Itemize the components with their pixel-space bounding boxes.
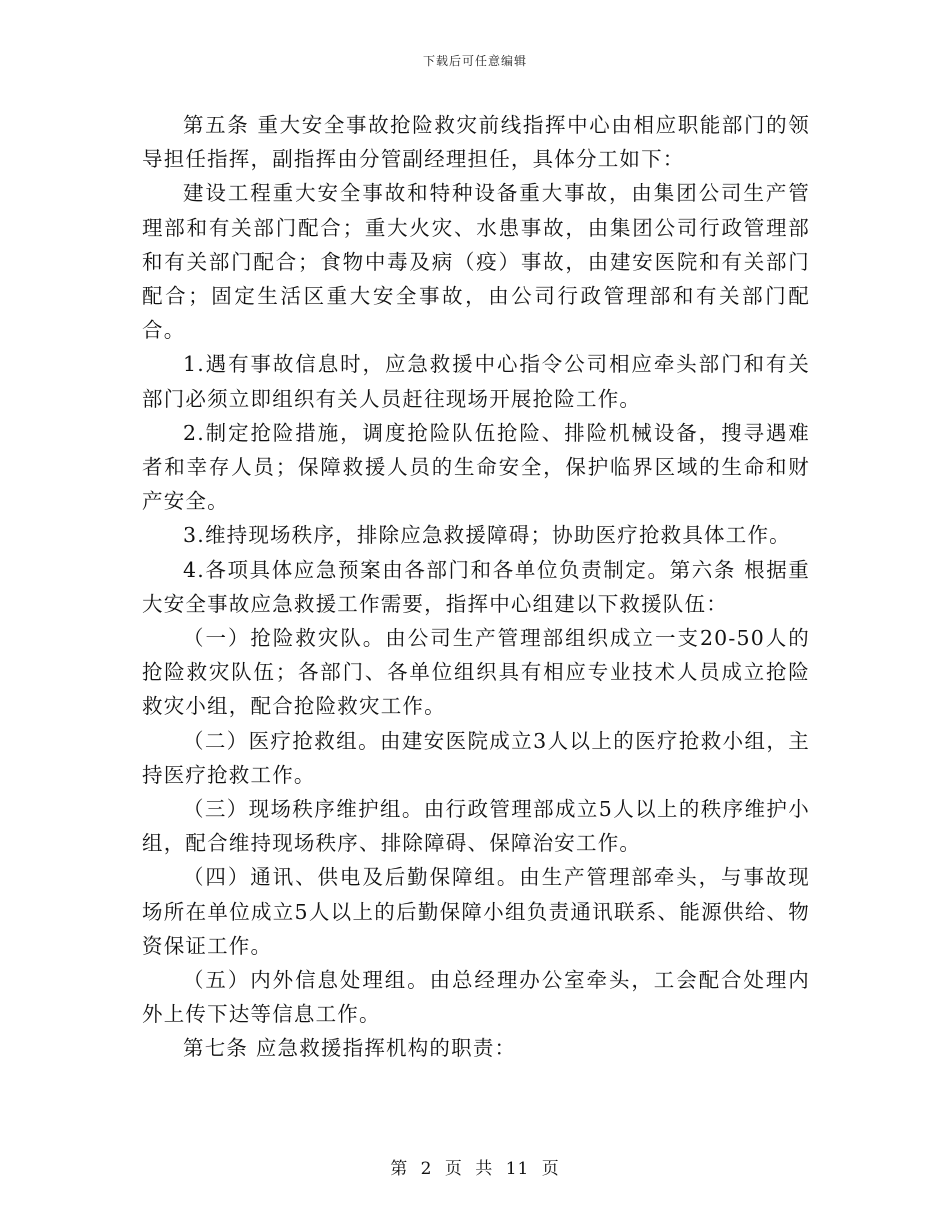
- paragraph-team-4: （四）通讯、供电及后勤保障组。由生产管理部牵头，与事故现场所在单位成立5人以上的后勤保障小组负责通讯联系、能源供给、物资保证工作。: [142, 865, 810, 958]
- document-body: [142, 108, 810, 1066]
- paragraph-team-3: （三）现场秩序维护组。由行政管理部成立5人以上的秩序维护小组，配合维持现场秩序、排除障碍、保障治安工作。: [142, 797, 810, 856]
- paragraph-item-3: 3.维持现场秩序，排除应急救援障碍；协助医疗抢救具体工作。: [183, 523, 791, 548]
- page-header-note: 下载后可任意编辑: [422, 54, 527, 68]
- paragraph-team-2: （二）医疗抢救组。由建安医院成立3人以上的医疗抢救小组，主持医疗抢救工作。: [142, 728, 810, 787]
- paragraph-team-1: （一）抢险救灾队。由公司生产管理部组织成立一支20-50人的抢险救灾队伍；各部门、各单位组织具有相应专业技术人员成立抢险救灾小组，配合抢险救灾工作。: [142, 626, 810, 719]
- paragraph-article-7: 第七条 应急救援指挥机构的职责：: [183, 1036, 517, 1061]
- paragraph-item-2: 2.制定抢险措施，调度抢险队伍抢险、排险机械设备，搜寻遇难者和幸存人员；保障救援人员的生命安全，保护临界区域的生命和财产安全。: [142, 420, 810, 514]
- paragraph-item-1: 1.遇有事故信息时，应急救援中心指令公司相应牵头部门和有关部门必须立即组织有关人员赶往现场开展抢险工作。: [142, 352, 810, 411]
- paragraph-article-5: 第五条 重大安全事故抢险救灾前线指挥中心由相应职能部门的领导担任指挥，副指挥由分管副经理担任，具体分工如下：: [142, 113, 810, 172]
- paragraph-team-5: （五）内外信息处理组。由总经理办公室牵头，工会配合处理内外上传下达等信息工作。: [142, 968, 810, 1027]
- paragraph-item-4: 4.各项具体应急预案由各部门和各单位负责制定。第六条 根据重大安全事故应急救援工作需要，指挥中心组建以下救援队伍：: [142, 557, 810, 616]
- paragraph-division-of-labor: 建设工程重大安全事故和特种设备重大事故，由集团公司生产管理部和有关部门配合；重大火灾、水患事故，由集团公司行政管理部和有关部门配合；食物中毒及病（疫）事故，由建安医院和有关部门配合；固定生活区重大安全事故，由公司行政管理部和有关部门配合。: [142, 181, 810, 343]
- page-number: 第 2 页 共 11 页: [390, 1159, 560, 1179]
